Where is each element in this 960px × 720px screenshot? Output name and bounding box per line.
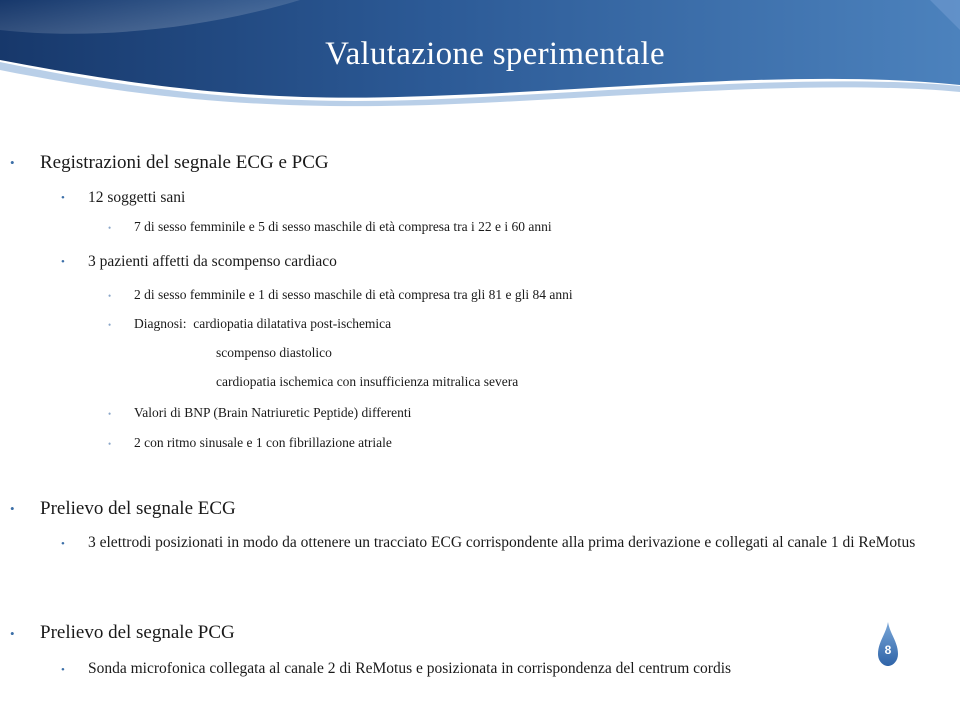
bullet-icon: • <box>61 538 65 550</box>
bullet-icon: • <box>108 291 112 301</box>
diagnosis-item: Diagnosi: cardiopatia dilatativa post-ischemica <box>134 316 392 331</box>
bullet-icon: • <box>61 664 65 676</box>
heading-prelievo-ecg: Prelievo del segnale ECG <box>40 498 236 519</box>
list-item: Valori di BNP (Brain Natriuretic Peptide) differenti <box>134 405 412 420</box>
bullet-icon: • <box>10 501 15 516</box>
bullet-icon: • <box>61 192 65 204</box>
bullet-icon: • <box>108 439 112 449</box>
page-number-badge <box>877 620 899 670</box>
diagnosis-line: scompenso diastolico <box>216 345 332 360</box>
page-number: 8 <box>884 643 892 657</box>
bullet-icon: • <box>108 223 112 233</box>
bullet-icon: • <box>108 320 112 330</box>
diagnosis-line: cardiopatia ischemica con insufficienza mitralica severa <box>216 374 519 389</box>
heading-registrazioni: Registrazioni del segnale ECG e PCG <box>40 152 329 173</box>
bullet-icon: • <box>61 256 65 268</box>
list-item: 2 di sesso femminile e 1 di sesso maschile di età compresa tra gli 81 e gli 84 anni <box>134 287 573 302</box>
bullet-icon: • <box>10 155 15 170</box>
list-item: 3 pazienti affetti da scompenso cardiaco <box>88 253 337 270</box>
list-item: 7 di sesso femminile e 5 di sesso maschile di età compresa tra i 22 e i 60 anni <box>134 219 552 234</box>
list-item: 3 elettrodi posizionati in modo da ottenere un tracciato ECG corrispondente alla prima derivazione e collegati al canale 1 di ReMotus <box>88 534 916 551</box>
list-item: 12 soggetti sani <box>88 189 186 206</box>
bullet-icon: • <box>10 626 15 641</box>
heading-prelievo-pcg: Prelievo del segnale PCG <box>40 622 235 643</box>
slide-title: Valutazione sperimentale <box>325 36 665 72</box>
bullet-icon: • <box>108 409 112 419</box>
list-item: Sonda microfonica collegata al canale 2 di ReMotus e posizionata in corrispondenza del centrum cordis <box>88 660 732 677</box>
slide-header <box>0 0 960 118</box>
list-item: 2 con ritmo sinusale e 1 con fibrillazione atriale <box>134 435 392 450</box>
